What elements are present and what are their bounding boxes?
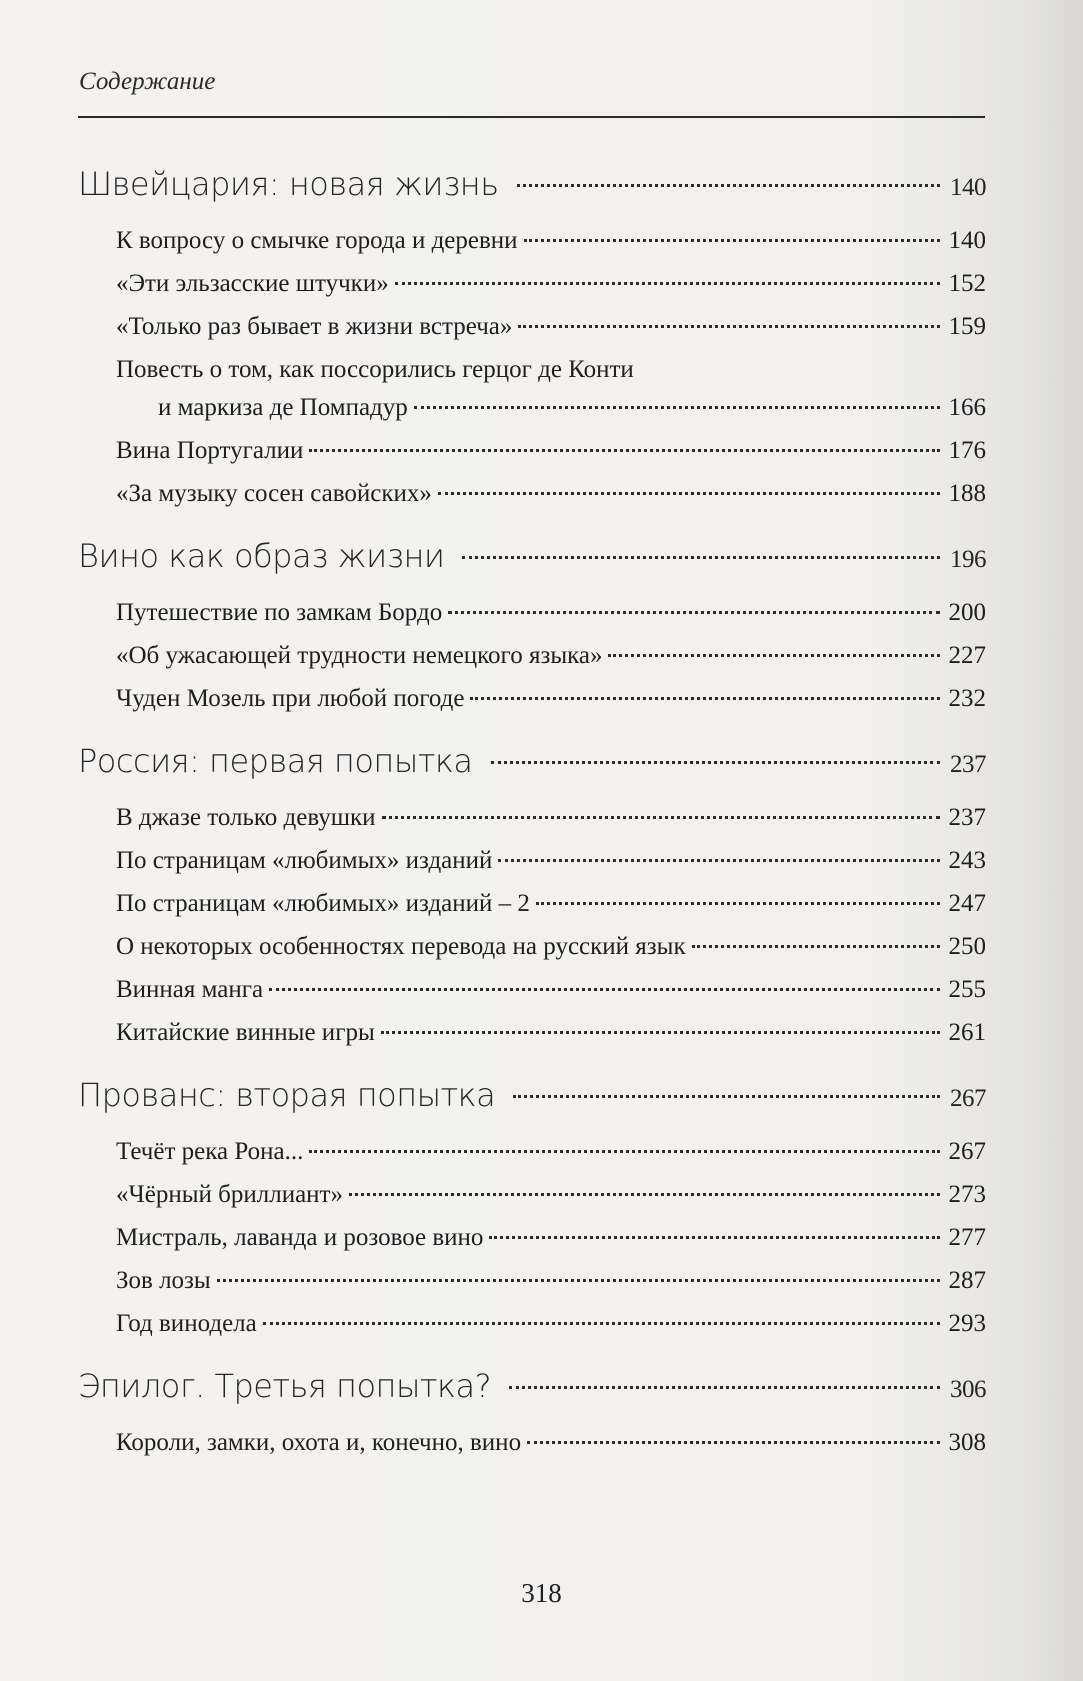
dot-leader — [217, 1279, 940, 1282]
section-spacer — [78, 1353, 986, 1367]
dot-leader — [414, 406, 940, 409]
section-title-label: Прованс: вторая попытка — [78, 1076, 496, 1114]
toc-section — [78, 165, 986, 537]
dot-leader — [349, 1193, 940, 1196]
section-page-number: 306 — [950, 1376, 986, 1403]
dot-leader — [491, 761, 941, 764]
entry-label: Винная манга — [116, 976, 264, 1003]
toc-entry — [78, 1429, 986, 1472]
dot-leader — [498, 859, 940, 862]
toc-entry — [78, 270, 986, 313]
entry-page-number: 261 — [948, 1019, 986, 1046]
toc-entry — [78, 1224, 986, 1267]
toc-entry — [78, 313, 986, 356]
dot-leader — [462, 556, 940, 559]
toc-section — [78, 742, 986, 1076]
entry-label: «Об ужасающей трудности немецкого языка» — [116, 642, 603, 669]
section-page-number: 140 — [950, 174, 986, 201]
section-title — [78, 1367, 986, 1429]
entry-label: К вопросу о смычке города и деревни — [116, 227, 518, 254]
toc-entry — [78, 227, 986, 270]
toc-entry — [78, 356, 986, 437]
entry-label: В джазе только девушки — [116, 804, 376, 831]
table-of-contents — [78, 165, 986, 1486]
toc-entry — [78, 933, 986, 976]
entry-label: Вина Португалии — [116, 437, 304, 464]
entry-label: Путешествие по замкам Бордо — [116, 599, 443, 626]
entry-label: О некоторых особенностях перевода на русский язык — [116, 933, 686, 960]
entry-label: «Только раз бывает в жизни встреча» — [116, 313, 513, 340]
dot-leader — [309, 1150, 940, 1153]
dot-leader — [395, 282, 940, 285]
entry-continuation — [116, 394, 986, 437]
entry-page-number: 176 — [948, 437, 986, 464]
entry-label: По страницам «любимых» изданий – 2 — [116, 890, 530, 917]
entry-label: Год винодела — [116, 1310, 257, 1337]
section-title-label: Эпилог. Третья попытка? — [78, 1367, 492, 1405]
entry-page-number: 267 — [948, 1138, 986, 1165]
entry-label: Мистраль, лаванда и розовое вино — [116, 1224, 484, 1251]
section-spacer — [78, 1472, 986, 1486]
entry-label: «Эти эльзасские штучки» — [116, 270, 389, 297]
section-spacer — [78, 728, 986, 742]
entry-page-number: 250 — [948, 933, 986, 960]
toc-entry — [78, 437, 986, 480]
page-number: 318 — [521, 1578, 562, 1608]
toc-entry — [78, 847, 986, 890]
entry-page-number: 273 — [948, 1181, 986, 1208]
toc-section — [78, 537, 986, 742]
section-page-number: 237 — [950, 751, 986, 778]
dot-leader — [448, 611, 940, 614]
toc-entry — [78, 599, 986, 642]
entry-page-number: 232 — [948, 685, 986, 712]
entry-page-number: 247 — [948, 890, 986, 917]
section-title — [78, 165, 986, 227]
entry-page-number: 200 — [948, 599, 986, 626]
toc-section — [78, 1076, 986, 1367]
entry-page-number: 188 — [948, 480, 986, 507]
entry-label: По страницам «любимых» изданий — [116, 847, 493, 874]
toc-entry — [78, 1138, 986, 1181]
entry-page-number: 308 — [948, 1429, 986, 1456]
dot-leader — [309, 449, 940, 452]
dot-leader — [509, 1386, 940, 1389]
entry-label: Чуден Мозель при любой погоде — [116, 685, 465, 712]
dot-leader — [263, 1322, 940, 1325]
section-page-number: 267 — [950, 1085, 986, 1112]
entry-label: «За музыку сосен савойских» — [116, 480, 432, 507]
dot-leader — [608, 654, 940, 657]
dot-leader — [517, 184, 940, 187]
entry-label-continued: и маркиза де Помпадур — [158, 394, 408, 421]
toc-entry — [78, 642, 986, 685]
section-spacer — [78, 1062, 986, 1076]
toc-entry — [78, 804, 986, 847]
section-title — [78, 742, 986, 804]
entry-page-number: 255 — [948, 976, 986, 1003]
dot-leader — [382, 816, 940, 819]
toc-entry — [78, 1310, 986, 1353]
dot-leader — [524, 239, 940, 242]
dot-leader — [269, 988, 940, 991]
entry-page-number: 159 — [948, 313, 986, 340]
toc-entry — [78, 480, 986, 523]
toc-entry — [78, 1181, 986, 1224]
section-title — [78, 537, 986, 599]
entry-page-number: 227 — [948, 642, 986, 669]
section-title-label: Швейцария: новая жизнь — [78, 165, 499, 203]
dot-leader — [470, 697, 940, 700]
section-title — [78, 1076, 986, 1138]
toc-section — [78, 1367, 986, 1486]
header-rule — [78, 116, 985, 118]
entry-label: Китайские винные игры — [116, 1019, 375, 1046]
dot-leader — [692, 945, 940, 948]
dot-leader — [438, 492, 940, 495]
entry-label: «Чёрный бриллиант» — [116, 1181, 343, 1208]
section-title-label: Вино как образ жизни — [78, 537, 445, 575]
entry-label: Повесть о том, как поссорились герцог де Конти — [116, 356, 634, 383]
toc-entry — [78, 890, 986, 933]
running-head: Содержание — [79, 68, 216, 95]
dot-leader — [536, 902, 940, 905]
section-title-label: Россия: первая попытка — [78, 742, 473, 780]
toc-entry — [78, 976, 986, 1019]
entry-page-number: 287 — [948, 1267, 986, 1294]
dot-leader — [489, 1236, 940, 1239]
toc-entry — [78, 685, 986, 728]
entry-label: Течёт река Рона... — [116, 1138, 304, 1165]
entry-page-number: 243 — [948, 847, 986, 874]
toc-entry — [78, 1267, 986, 1310]
section-page-number: 196 — [950, 546, 986, 573]
entry-page-number: 293 — [948, 1310, 986, 1337]
section-spacer — [78, 523, 986, 537]
entry-page-number: 152 — [948, 270, 986, 297]
entry-label: Короли, замки, охота и, конечно, вино — [116, 1429, 522, 1456]
dot-leader — [513, 1095, 940, 1098]
entry-page-number: 237 — [948, 804, 986, 831]
dot-leader — [381, 1031, 940, 1034]
dot-leader — [518, 325, 940, 328]
entry-page-number: 140 — [948, 227, 986, 254]
entry-page-number: 277 — [948, 1224, 986, 1251]
dot-leader — [527, 1441, 940, 1444]
entry-label: Зов лозы — [116, 1267, 211, 1294]
entry-page-number: 166 — [948, 394, 986, 421]
toc-entry — [78, 1019, 986, 1062]
